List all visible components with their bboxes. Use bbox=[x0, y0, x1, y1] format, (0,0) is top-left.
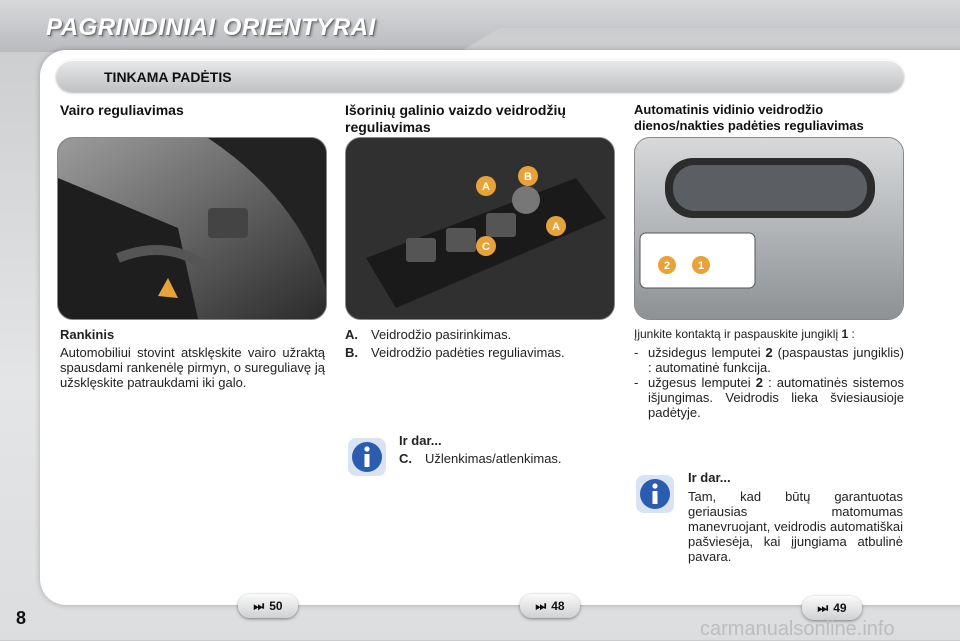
rearview-mirror-photo bbox=[634, 137, 904, 320]
mirror-controls-photo bbox=[345, 137, 615, 320]
intro-prefix: Įjunkite kontaktą ir paspauskite jungiklį bbox=[634, 327, 839, 341]
item-text: Veidrodžio padėties reguliavimas. bbox=[371, 345, 565, 360]
bullet-dash: - bbox=[634, 375, 639, 390]
page-ref-49[interactable] bbox=[802, 596, 862, 620]
svg-text:1: 1 bbox=[697, 260, 705, 272]
item-label: A. bbox=[345, 327, 358, 342]
page-ref-50[interactable] bbox=[238, 594, 298, 618]
item-label: C. bbox=[399, 451, 412, 466]
page-ref-number: 49 bbox=[833, 601, 847, 615]
bullet-dash: - bbox=[634, 345, 639, 360]
item-text: Veidrodžio pasirinkimas. bbox=[371, 327, 512, 342]
page-number: 8 bbox=[16, 608, 27, 628]
steering-column-illustration bbox=[58, 138, 326, 319]
svg-text:B: B bbox=[524, 171, 532, 183]
col3-see-also-text: Tam, kad būtų garantuotas geriausias matomumas manevruojant, veidrodis automatiškai pašviesėja, kai įjungiama atbulinė pavara. bbox=[688, 489, 903, 564]
intro-suffix: : bbox=[851, 327, 855, 341]
col3-heading: Automatinis vidinio veidrodžio dienos/nakties padėties reguliavimas bbox=[634, 102, 864, 133]
bullet-text bbox=[648, 375, 904, 420]
svg-text:A: A bbox=[552, 221, 560, 233]
col3-see-also-title: Ir dar... bbox=[688, 470, 731, 485]
svg-text:A: A bbox=[482, 181, 490, 193]
skip-forward-icon: ⏭ bbox=[817, 600, 829, 615]
col1-subheading: Rankinis bbox=[60, 327, 115, 342]
steering-photo bbox=[57, 137, 327, 320]
page-ref-48[interactable] bbox=[520, 594, 580, 618]
col2-item-b bbox=[345, 345, 613, 360]
svg-text:2: 2 bbox=[663, 260, 671, 272]
bullet-num: 2 bbox=[765, 345, 773, 360]
info-icon bbox=[636, 475, 674, 513]
col2-see-also-item bbox=[399, 451, 599, 466]
skip-forward-icon: ⏭ bbox=[253, 598, 265, 613]
svg-text:C: C bbox=[482, 241, 490, 253]
col3-bullets bbox=[634, 345, 904, 420]
bullet-prefix: užgesus lemputei bbox=[648, 375, 751, 390]
col3-bullet-1 bbox=[634, 345, 904, 375]
col1-body: Automobiliui stovint atsklęskite vairo užraktą spausdami rankenėlę pirmyn, o sureguliavę ją užsklęskite patraukdami iki galo. bbox=[60, 345, 325, 390]
item-text: Užlenkimas/atlenkimas. bbox=[425, 451, 562, 466]
page-header-title: PAGRINDINIAI ORIENTYRAI bbox=[46, 14, 376, 41]
intro-num: 1 bbox=[841, 327, 849, 341]
rearview-mirror-illustration bbox=[635, 138, 903, 319]
col2-see-also-title: Ir dar... bbox=[399, 433, 442, 448]
bullet-suffix: : automatinės sistemos išjungimas. Veidrodis lieka šviesiausioje padėtyje. bbox=[648, 375, 904, 420]
watermark: carmanualsonline.info bbox=[700, 618, 895, 640]
section-title: TINKAMA PADĖTIS bbox=[104, 69, 232, 85]
col2-item-list bbox=[345, 327, 613, 360]
item-label: B. bbox=[345, 345, 358, 360]
col2-heading: Išorinių galinio vaizdo veidrodžių reguliavimas bbox=[345, 102, 566, 135]
col1-heading: Vairo reguliavimas bbox=[60, 102, 184, 118]
skip-forward-icon: ⏭ bbox=[535, 598, 547, 613]
bullet-text bbox=[648, 345, 904, 375]
info-icon bbox=[348, 438, 386, 476]
page-ref-number: 50 bbox=[269, 599, 283, 613]
col3-bullet-2 bbox=[634, 375, 904, 420]
col2-item-a bbox=[345, 327, 613, 342]
page-ref-number: 48 bbox=[551, 599, 565, 613]
col3-intro bbox=[634, 327, 904, 342]
bullet-suffix: (paspaustas jungiklis) : automatinė funkcija. bbox=[648, 345, 904, 375]
bullet-num: 2 bbox=[755, 375, 763, 390]
door-switch-panel-illustration bbox=[346, 138, 614, 319]
bullet-prefix: užsidegus lemputei bbox=[648, 345, 761, 360]
